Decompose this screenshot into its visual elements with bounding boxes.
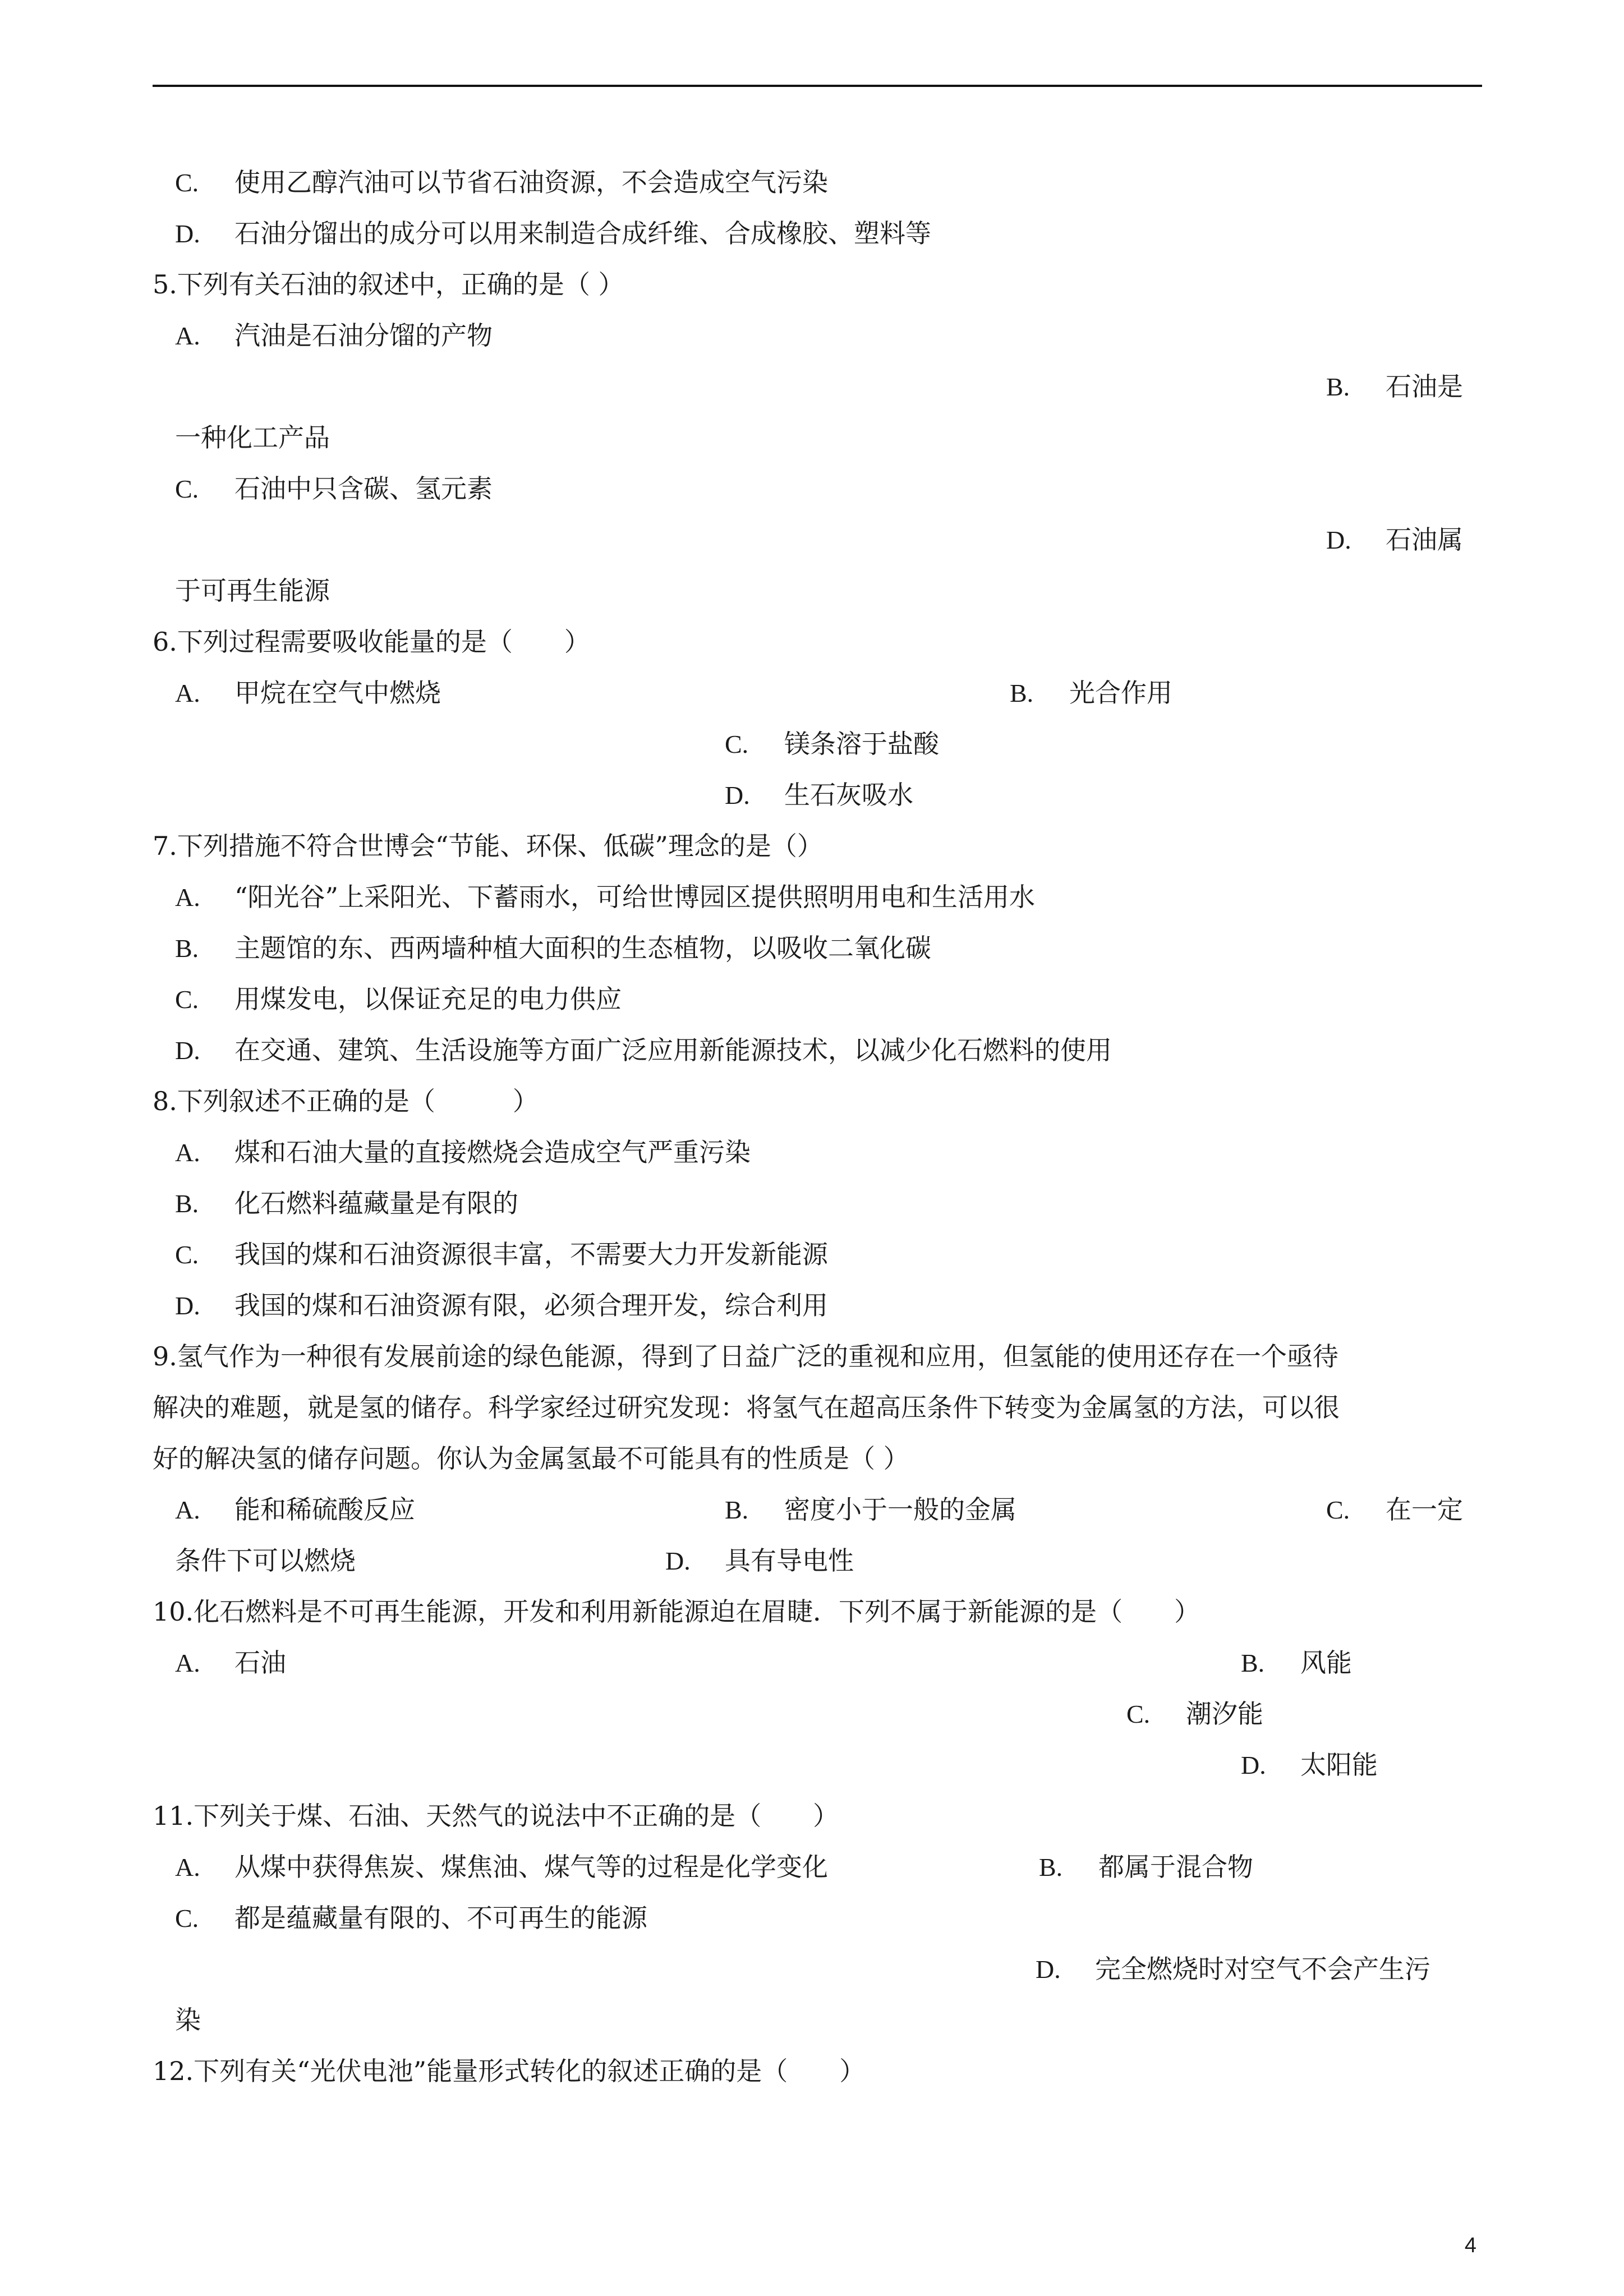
option-letter: C. bbox=[175, 985, 199, 1014]
q9-stem-line3: 好的解决氢的储存问题。你认为金属氢最不可能具有的性质是（ ） bbox=[153, 1443, 909, 1474]
q7-option-a bbox=[175, 880, 1035, 914]
header-rule bbox=[153, 85, 1482, 87]
option-letter: D. bbox=[665, 1547, 691, 1575]
q7-option-d bbox=[175, 1033, 1112, 1068]
q10-option-a bbox=[175, 1646, 286, 1680]
q9-option-d bbox=[665, 1544, 854, 1578]
q11-option-d-continued: 染 bbox=[175, 2005, 201, 2035]
q6-option-b bbox=[1010, 676, 1172, 710]
q5-option-b-continued: 一种化工产品 bbox=[175, 422, 330, 453]
option-text: 太阳能 bbox=[1300, 1750, 1378, 1780]
q8-option-d bbox=[175, 1289, 828, 1323]
option-text: 石油分馏出的成分可以用来制造合成纤维、合成橡胶、塑料等 bbox=[234, 218, 931, 249]
option-text: 密度小于一般的金属 bbox=[784, 1494, 1016, 1525]
q6-option-d bbox=[725, 778, 913, 812]
q7-stem: 7.下列措施不符合世博会“节能、环保、低碳”理念的是（） bbox=[153, 831, 823, 861]
q9-option-c-continued: 条件下可以燃烧 bbox=[175, 1545, 356, 1576]
q6-option-a bbox=[175, 676, 441, 710]
option-text: 化石燃料蕴藏量是有限的 bbox=[234, 1188, 518, 1218]
option-text: 甲烷在空气中燃烧 bbox=[234, 678, 441, 708]
q5-stem: 5.下列有关石油的叙述中，正确的是（ ） bbox=[153, 269, 624, 300]
option-text: 在交通、建筑、生活设施等方面广泛应用新能源技术，以减少化石燃料的使用 bbox=[234, 1035, 1112, 1065]
option-text: 都属于混合物 bbox=[1098, 1852, 1253, 1882]
option-text: 具有导电性 bbox=[725, 1545, 854, 1576]
option-text: 我国的煤和石油资源很丰富，不需要大力开发新能源 bbox=[234, 1239, 828, 1269]
option-text: 石油 bbox=[234, 1648, 286, 1678]
option-letter: C. bbox=[175, 1904, 199, 1932]
option-letter: C. bbox=[725, 730, 749, 758]
q9-option-b bbox=[725, 1493, 1016, 1527]
option-letter: D. bbox=[1241, 1751, 1266, 1779]
q6-option-c bbox=[725, 727, 939, 761]
option-letter: C. bbox=[175, 168, 199, 197]
q6-stem: 6.下列过程需要吸收能量的是（ ） bbox=[153, 627, 590, 657]
option-letter: D. bbox=[175, 1036, 200, 1065]
q8-stem: 8.下列叙述不正确的是（ ） bbox=[153, 1086, 539, 1116]
option-text: 主题馆的东、西两墙种植大面积的生态植物，以吸收二氧化碳 bbox=[234, 933, 931, 963]
q5-option-d bbox=[1326, 523, 1463, 557]
option-letter: D. bbox=[1036, 1955, 1061, 1984]
q11-option-b bbox=[1039, 1850, 1253, 1884]
option-letter: B. bbox=[1326, 372, 1350, 401]
q9-option-c bbox=[1326, 1493, 1463, 1527]
q5-option-b bbox=[1326, 370, 1463, 404]
option-letter: B. bbox=[1010, 679, 1034, 707]
q8-option-c bbox=[175, 1237, 828, 1272]
option-letter: D. bbox=[175, 219, 200, 248]
option-text: 使用乙醇汽油可以节省石油资源，不会造成空气污染 bbox=[234, 167, 828, 197]
option-letter: A. bbox=[175, 321, 200, 350]
q9-stem-line2: 解决的难题，就是氢的储存。科学家经过研究发现：将氢气在超高压条件下转变为金属氢的方法，可以很 bbox=[153, 1392, 1340, 1423]
option-letter: A. bbox=[175, 679, 200, 707]
q11-option-a bbox=[175, 1850, 828, 1884]
option-text: 石油是 bbox=[1386, 371, 1463, 402]
q8-option-a bbox=[175, 1135, 751, 1170]
option-text: 从煤中获得焦炭、煤焦油、煤气等的过程是化学变化 bbox=[234, 1852, 828, 1882]
q10-option-d bbox=[1241, 1748, 1378, 1782]
q7-option-c bbox=[175, 982, 622, 1016]
option-letter: A. bbox=[175, 883, 200, 912]
option-letter: A. bbox=[175, 1649, 200, 1677]
q4-option-c bbox=[175, 165, 828, 200]
q5-option-d-continued: 于可再生能源 bbox=[175, 576, 330, 606]
option-letter: B. bbox=[175, 934, 199, 963]
option-letter: A. bbox=[175, 1853, 200, 1881]
option-text: 风能 bbox=[1300, 1648, 1352, 1678]
option-text: 镁条溶于盐酸 bbox=[784, 729, 939, 759]
option-letter: D. bbox=[175, 1291, 200, 1320]
page-number: 4 bbox=[1464, 2234, 1476, 2257]
option-text: 在一定 bbox=[1386, 1494, 1463, 1525]
option-letter: B. bbox=[175, 1189, 199, 1218]
option-letter: C. bbox=[175, 1240, 199, 1269]
option-letter: B. bbox=[1241, 1649, 1265, 1677]
option-text: 都是蕴藏量有限的、不可再生的能源 bbox=[234, 1903, 647, 1933]
option-letter: C. bbox=[175, 475, 199, 503]
option-letter: C. bbox=[1326, 1496, 1350, 1524]
option-letter: C. bbox=[1126, 1700, 1151, 1728]
q9-stem-line1: 9.氢气作为一种很有发展前途的绿色能源，得到了日益广泛的重视和应用，但氢能的使用还存在一个亟待 bbox=[153, 1341, 1338, 1372]
option-text: “阳光谷”上采阳光、下蓄雨水，可给世博园区提供照明用电和生活用水 bbox=[234, 882, 1036, 912]
option-text: 潮汐能 bbox=[1186, 1699, 1263, 1729]
option-letter: B. bbox=[1039, 1853, 1063, 1881]
q12-stem: 12.下列有关“光伏电池”能量形式转化的叙述正确的是（ ） bbox=[153, 2056, 866, 2086]
option-letter: B. bbox=[725, 1496, 749, 1524]
q8-option-b bbox=[175, 1186, 518, 1221]
q7-option-b bbox=[175, 931, 931, 965]
option-text: 能和稀硫酸反应 bbox=[234, 1494, 415, 1525]
option-letter: A. bbox=[175, 1496, 200, 1524]
q11-option-c bbox=[175, 1901, 647, 1935]
option-text: 汽油是石油分馏的产物 bbox=[234, 320, 493, 351]
option-text: 生石灰吸水 bbox=[784, 780, 913, 810]
option-text: 煤和石油大量的直接燃烧会造成空气严重污染 bbox=[234, 1137, 751, 1167]
option-text: 我国的煤和石油资源有限，必须合理开发，综合利用 bbox=[234, 1290, 828, 1320]
option-text: 光合作用 bbox=[1069, 678, 1172, 708]
option-letter: A. bbox=[175, 1138, 200, 1167]
option-text: 用煤发电，以保证充足的电力供应 bbox=[234, 984, 622, 1014]
option-text: 石油属 bbox=[1386, 524, 1463, 555]
q5-option-a bbox=[175, 319, 493, 353]
option-letter: D. bbox=[1326, 526, 1351, 554]
q10-option-c bbox=[1126, 1697, 1263, 1731]
q11-stem: 11.下列关于煤、石油、天然气的说法中不正确的是（ ） bbox=[153, 1801, 839, 1831]
option-text: 石油中只含碳、氢元素 bbox=[234, 473, 493, 504]
q5-option-c bbox=[175, 472, 493, 506]
q9-option-a bbox=[175, 1493, 415, 1527]
option-text: 完全燃烧时对空气不会产生污 bbox=[1095, 1954, 1430, 1984]
q10-option-b bbox=[1241, 1646, 1352, 1680]
q10-stem: 10.化石燃料是不可再生能源，开发和利用新能源迫在眉睫．下列不属于新能源的是（ ） bbox=[153, 1596, 1200, 1627]
option-letter: D. bbox=[725, 781, 750, 809]
q4-option-d bbox=[175, 217, 931, 251]
q11-option-d bbox=[1036, 1952, 1430, 1986]
